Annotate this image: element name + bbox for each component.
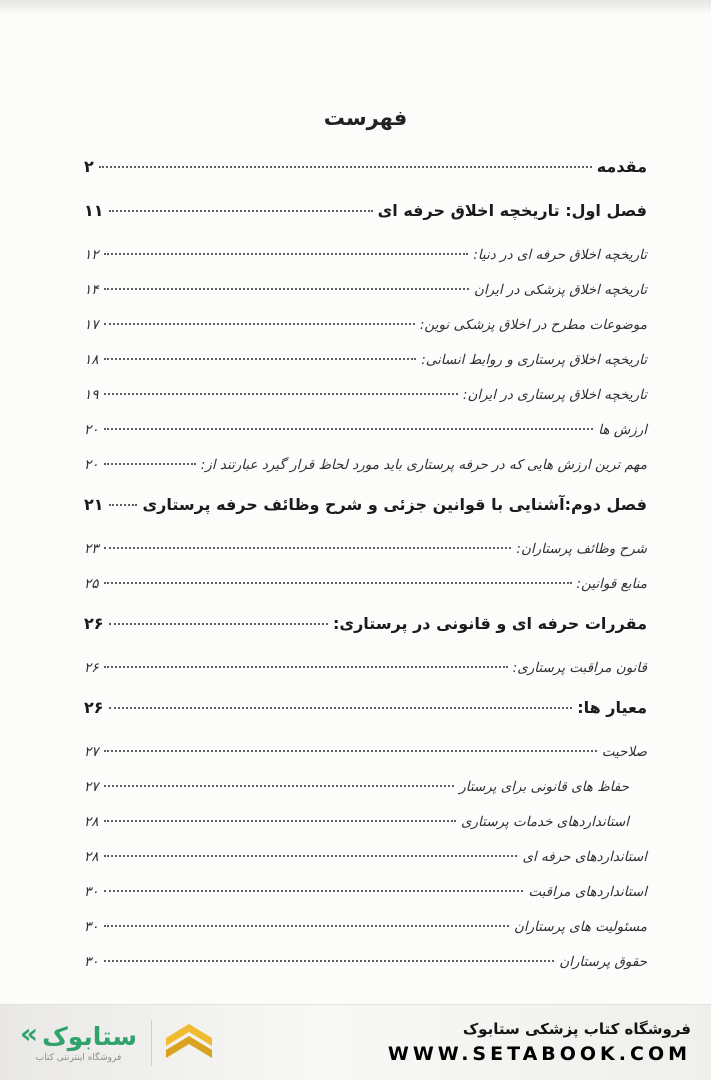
dotted-leader [104, 960, 555, 962]
dotted-leader [109, 707, 573, 709]
toc-entry-title: فصل اول: تاریخچه اخلاق حرفه ای [377, 201, 647, 220]
dotted-leader [109, 210, 373, 212]
dotted-leader [104, 666, 508, 668]
page-number: ۲۳ [84, 541, 99, 557]
dotted-leader [104, 582, 572, 584]
toc-entry-title: منابع قوانین: [576, 576, 647, 592]
page-number: ۳۰ [84, 884, 99, 900]
chevron-left-icon: « [20, 1017, 39, 1050]
logo-wordmark: ستابوک [42, 1021, 137, 1051]
toc-row [84, 244, 647, 266]
toc-row [84, 279, 647, 301]
dotted-leader [104, 925, 509, 927]
dotted-leader [99, 166, 592, 168]
toc-row [84, 314, 647, 336]
page-number: ۲۶ [84, 614, 104, 633]
toc-row [84, 156, 647, 178]
page-number: ۱۹ [84, 387, 99, 403]
dotted-leader [104, 855, 518, 857]
toc-row [84, 881, 647, 903]
toc-entry-title: حفاظ های قانونی برای پرستار [459, 779, 629, 795]
toc-row [84, 538, 647, 560]
toc-row [84, 741, 647, 763]
page-number: ۱۷ [84, 317, 99, 333]
page-number: ۲۶ [84, 698, 104, 717]
dotted-leader [104, 785, 455, 787]
dotted-leader [104, 750, 597, 752]
page-number: ۲۰ [84, 422, 99, 438]
page-number: ۱۸ [84, 352, 99, 368]
page-number: ۳۰ [84, 954, 99, 970]
toc-row [84, 657, 647, 679]
page-number: ۲۶ [84, 660, 99, 676]
dotted-leader [104, 428, 594, 430]
dotted-leader [104, 393, 458, 395]
book-icon [166, 1024, 212, 1062]
dotted-leader [104, 820, 456, 822]
toc-entry-title: مقدمه [596, 157, 647, 176]
toc-row [84, 494, 647, 516]
toc-row [84, 697, 647, 719]
toc-row [84, 384, 647, 406]
store-info [388, 1020, 691, 1065]
toc-entry-title: استانداردهای حرفه ای [522, 849, 647, 865]
toc-entry-title: مسئولیت های پرستاران [513, 919, 647, 935]
dotted-leader [104, 890, 524, 892]
page-number: ۱۲ [84, 247, 99, 263]
page-title: فهرست [323, 106, 408, 130]
dotted-leader [104, 323, 415, 325]
toc-entry-title: شرح وظائف پرستاران: [516, 541, 647, 557]
page-number: ۲۸ [84, 849, 99, 865]
page-number: ۲۸ [84, 814, 99, 830]
toc-entry-title: قانون مراقبت پرستاری: [512, 660, 647, 676]
page-number: ۲۷ [84, 779, 99, 795]
footer-banner [0, 1004, 711, 1080]
toc-row [84, 811, 647, 833]
logo-caption: فروشگاه اینترنتی کتاب [35, 1053, 122, 1063]
toc-entry-title: مقررات حرفه ای و قانونی در پرستاری: [333, 614, 647, 633]
setabook-logo [20, 1017, 212, 1066]
toc-entry-title: فصل دوم:آشنایی با قوانین جزئی و شرح وظائف حرفه پرستاری [142, 495, 647, 514]
page-number: ۱۴ [84, 282, 99, 298]
toc-entry-title: استانداردهای خدمات پرستاری [460, 814, 629, 830]
toc-entry-title: موضوعات مطرح در اخلاق پزشکی نوین: [419, 317, 647, 333]
dotted-leader [109, 504, 138, 506]
toc-entry-title: تاریخچه اخلاق پرستاری و روابط انسانی: [421, 352, 647, 368]
page-number: ۱۱ [84, 201, 104, 220]
page-number: ۲۰ [84, 457, 99, 473]
website-url: WWW.SETABOOK.COM [387, 1043, 691, 1065]
toc-entry-title: تاریخچه اخلاق پزشکی در ایران [474, 282, 647, 298]
page-number: ۳۰ [84, 919, 99, 935]
logo-text-block [20, 1017, 137, 1063]
toc-row [84, 613, 647, 635]
footer-divider [151, 1020, 152, 1066]
store-name: فروشگاه کتاب پزشکی ستابوک [462, 1020, 691, 1038]
page-number: ۲۱ [84, 495, 104, 514]
dotted-leader [104, 288, 470, 290]
toc-row [84, 916, 647, 938]
toc-row [84, 846, 647, 868]
page-number: ۲۷ [84, 744, 99, 760]
toc-row [84, 951, 647, 973]
toc-entry-title: استانداردهای مراقبت [528, 884, 647, 900]
toc-entry-title: مهم ترین ارزش هایی که در حرفه پرستاری باید مورد لحاظ قرار گیرد عبارتند از: [200, 457, 647, 473]
dotted-leader [104, 463, 196, 465]
toc-row [84, 419, 647, 441]
toc-row [84, 776, 647, 798]
toc-entry-title: تاریخچه اخلاق پرستاری در ایران: [462, 387, 647, 403]
toc-row [84, 200, 647, 222]
toc-entry-title: ارزش ها [598, 422, 647, 438]
toc-entry-title: معیار ها: [577, 698, 647, 717]
toc-row [84, 349, 647, 371]
toc-row [84, 573, 647, 595]
page-number: ۲۵ [84, 576, 99, 592]
toc-entry-title: تاریخچه اخلاق حرفه ای در دنیا: [473, 247, 647, 263]
toc-row [84, 454, 647, 476]
dotted-leader [104, 358, 417, 360]
dotted-leader [109, 623, 328, 625]
dotted-leader [104, 253, 469, 255]
toc-entry-title: صلاحیت [601, 744, 647, 760]
toc-entry-title: حقوق پرستاران [559, 954, 647, 970]
dotted-leader [104, 547, 512, 549]
page-number: ۲ [84, 157, 94, 176]
